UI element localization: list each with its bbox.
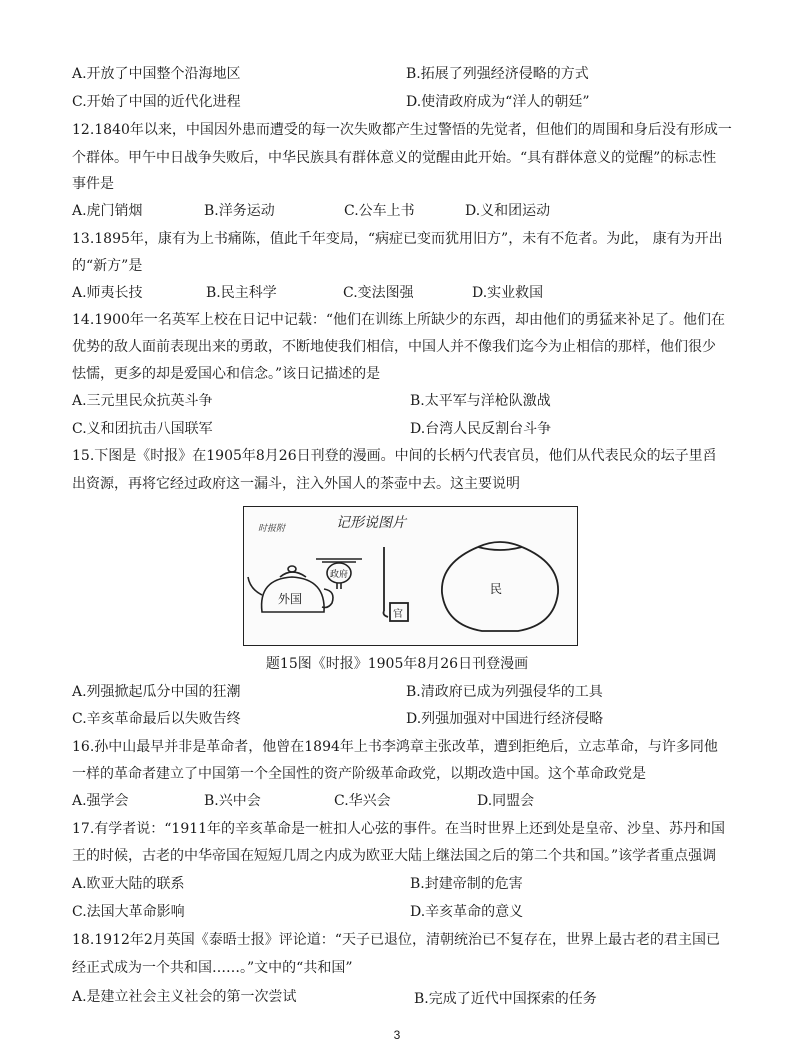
q11-option-d: D.使清政府成为“洋人的朝廷” <box>406 94 590 110</box>
q18-option-a: A.是建立社会主义社会的第一次尝试 <box>72 989 297 1005</box>
q17-option-a: A.欧亚大陆的联系 <box>72 876 185 892</box>
page-number: 3 <box>393 1028 401 1042</box>
q17-option-c: C.法国大革命影响 <box>72 904 185 920</box>
cartoon-signature: 时报附 <box>258 524 286 534</box>
teapot-label: 外国 <box>278 592 303 606</box>
ladle-label: 官 <box>393 609 403 620</box>
q11-option-c: C.开始了中国的近代化进程 <box>72 94 241 110</box>
q18-stem-line1: 18.1912年2月英国《泰晤士报》评论道：“天子已退位，清朝统治已不复存在，世界上最古老的君主国已 <box>72 932 720 948</box>
q13-stem-line1: 13.1895年，康有为上书痛陈，值此千年变局，“病症已变而犹用旧方”，未有不危者。为此， 康有为开出 <box>72 231 723 247</box>
q15-stem-line1: 15.下图是《时报》在1905年8月26日刊登的漫画。中间的长柄勺代表官员，他们从代表民众的坛子里舀 <box>72 448 717 464</box>
q14-option-a: A.三元里民众抗英斗争 <box>72 393 213 409</box>
q12-stem-line1: 12.1840年以来，中国因外患而遭受的每一次失败都产生过警悟的先觉者，但他们的周围和身后没有形成一 <box>72 122 732 138</box>
q13-option-c: C.变法图强 <box>343 285 414 301</box>
q12-stem-line2: 个群体。甲午中日战争失败后，中华民族具有群体意义的觉醒由此开始。“具有群体意义的觉醒”的标志性 <box>72 150 717 166</box>
q12-option-b: B.洋务运动 <box>204 203 275 219</box>
q14-stem-line2: 优势的敌人面前表现出来的勇敢，不断地使我们相信，中国人并不像我们迄今为止相信的那样，他们很少 <box>72 339 716 355</box>
q18-option-b: B.完成了近代中国探索的任务 <box>414 991 597 1007</box>
cartoon-title: 记形说图片 <box>336 515 406 531</box>
q15-stem-line2: 出资源，再将它经过政府这一漏斗，注入外国人的茶壶中去。这主要说明 <box>72 476 520 492</box>
cartoon-figure <box>243 506 578 646</box>
jar-label: 民 <box>490 582 503 596</box>
q13-option-b: B.民主科学 <box>206 285 277 301</box>
q14-option-c: C.义和团抗击八国联军 <box>72 421 213 437</box>
q14-stem-line3: 怯懦，更多的却是爱国心和信念。”该日记描述的是 <box>72 366 381 382</box>
q17-stem-line2: 王的时候，古老的中华帝国在短短几周之内成为欧亚大陆上继法国之后的第二个共和国。”该学者重点强调 <box>72 848 717 864</box>
q16-option-a: A.强学会 <box>72 793 129 809</box>
q13-stem-line2: 的“新方”是 <box>72 258 143 274</box>
q13-option-a: A.师夷长技 <box>72 285 143 301</box>
q11-option-a: A.开放了中国整个沿海地区 <box>72 66 241 82</box>
q15-option-d: D.列强加强对中国进行经济侵略 <box>406 711 604 727</box>
q17-option-b: B.封建帝制的危害 <box>410 876 523 892</box>
q14-option-d: D.台湾人民反割台斗争 <box>410 421 552 437</box>
q18-stem-line2: 经正式成为一个共和国……。”文中的“共和国” <box>72 960 353 976</box>
q12-option-d: D.义和团运动 <box>465 203 551 219</box>
q16-option-d: D.同盟会 <box>477 793 535 809</box>
q11-option-b: B.拓展了列强经济侵略的方式 <box>406 66 589 82</box>
q13-option-d: D.实业救国 <box>472 285 544 301</box>
q15-option-c: C.辛亥革命最后以失败告终 <box>72 711 241 727</box>
q15-option-a: A.列强掀起瓜分中国的狂潮 <box>72 684 241 700</box>
q14-stem-line1: 14.1900年一名英军上校在日记中记载：“他们在训练上所缺少的东西，却由他们的勇猛来补足了。他们在 <box>72 312 726 328</box>
q12-option-a: A.虎门销烟 <box>72 203 143 219</box>
q16-stem-line2: 一样的革命者建立了中国第一个全国性的资产阶级革命政党，以期改造中国。这个革命政党是 <box>72 766 646 782</box>
q16-stem-line1: 16.孙中山最早并非是革命者，他曾在1894年上书李鸿章主张改革，遭到拒绝后，立志革命，与许多同他 <box>72 739 718 755</box>
q12-option-c: C.公车上书 <box>344 203 415 219</box>
q15-option-b: B.清政府已成为列强侵华的工具 <box>406 684 603 700</box>
q17-stem-line1: 17.有学者说：“1911年的辛亥革命是一桩扣人心弦的事件。在当时世界上还到处是皇帝、沙皇、苏丹和国 <box>72 821 726 837</box>
figure-caption: 题15图《时报》1905年8月26日刊登漫画 <box>265 656 529 672</box>
q16-option-b: B.兴中会 <box>204 793 261 809</box>
q14-option-b: B.太平军与洋枪队激战 <box>410 393 551 409</box>
q17-option-d: D.辛亥革命的意义 <box>410 904 524 920</box>
funnel-label: 政府 <box>330 570 349 580</box>
q12-stem-line3: 事件是 <box>72 176 114 192</box>
cartoon-drawing <box>244 507 577 645</box>
q16-option-c: C.华兴会 <box>334 793 391 809</box>
